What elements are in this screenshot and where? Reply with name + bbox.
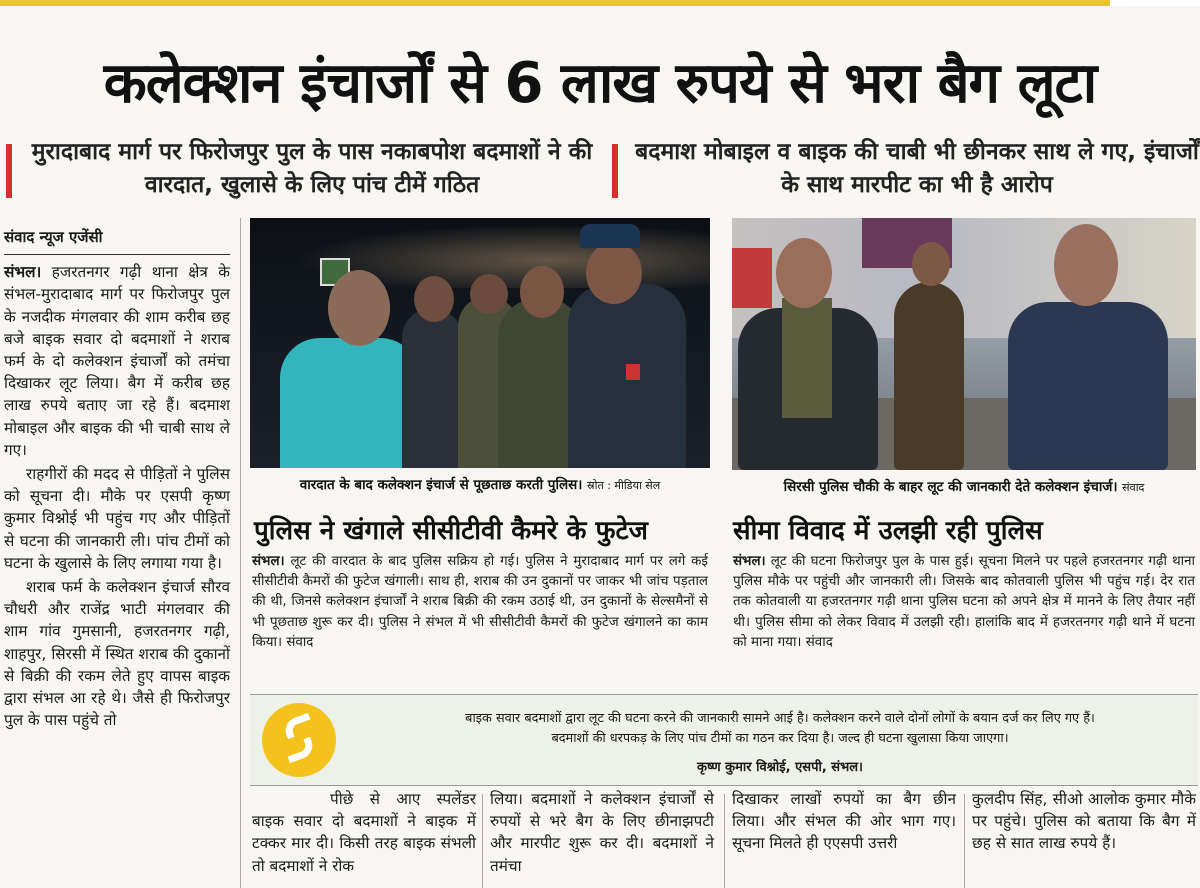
- subheading-left: [6, 136, 596, 206]
- photo-collection-incharge-outside-chowki: [732, 218, 1196, 470]
- photo1-source: स्रोत : मीडिया सेल: [587, 479, 661, 492]
- column-divider: [724, 794, 725, 888]
- dateline-place: संभल।: [252, 554, 285, 569]
- top-color-bar: [0, 0, 1200, 6]
- column-divider: [964, 794, 965, 888]
- quote-text: [370, 709, 1190, 749]
- subheading-right-text: बदमाश मोबाइल व बाइक की चाबी भी छीनकर साथ ले गए, इंचार्जों के साथ मारपीट का भी है आरोप: [635, 139, 1199, 198]
- photo2-caption: [732, 478, 1196, 497]
- byline: संवाद न्यूज एजेंसी: [4, 226, 230, 255]
- photo2-caption-text: सिरसी पुलिस चौकी के बाहर लूट की जानकारी देते कलेक्शन इंचार्ज।: [783, 479, 1118, 495]
- column-divider: [240, 218, 241, 888]
- red-accent-bar: [612, 144, 618, 198]
- section-body-cctv: [252, 552, 708, 653]
- headline: कलेक्शन इंचार्जों से 6 लाख रुपये से भरा बैग लूटा: [103, 51, 1097, 116]
- section-title-cctv: पुलिस ने खंगाले सीसीटीवी कैमरे के फुटेज: [254, 516, 648, 546]
- section-body-cctv-text: लूट की वारदात के बाद पुलिस सक्रिय हो गई। पुलिस ने मुरादाबाद मार्ग पर लगे कई सीसीटीवी कैमरों की फुटेज खंगाली। साथ ही, शराब की उन दुकानों पर जाकर भी जांच पड़ताल की थी, जिनसे कलेक्शन इंचार्जों ने शराब बिक्री की रकम उठाई थी, उन दुकानों के सेल्समैनों से भी पूछताछ शुरू कर दी। पुलिस ने संभल में भी सीसीटीवी कैमरों की फुटेज खंगालने का काम किया। संवाद: [252, 554, 708, 650]
- section-title-border-dispute: सीमा विवाद में उलझी रही पुलिस: [733, 516, 1043, 546]
- dateline-place: संभल।: [4, 263, 42, 282]
- sp-quote-box: [250, 694, 1198, 786]
- left-paragraph-1: [4, 261, 230, 461]
- photo1-caption: [250, 476, 710, 495]
- bottom-column-3: दिखाकर लाखों रुपयों का बैग छीन लिया। और संभल की ओर भाग गए। सूचना मिलते ही एएसपी उत्तरी: [732, 790, 956, 853]
- section-body-border-dispute: [733, 552, 1195, 653]
- newspaper-s-logo-icon: [262, 703, 336, 777]
- left-paragraph-1-text: हजरतनगर गढ़ी थाना क्षेत्र के संभल-मुरादाबाद मार्ग पर फिरोजपुर पुल के नजदीक मंगलवार की शाम करीब छह बजे बाइक सवार दो बदमाशों ने शराब फर्म के दो कलेक्शन इंचार्जों को तमंचा दिखाकर लूट लिया। बैग में करीब छह लाख रुपये बताए जा रहे हैं। बदमाश मोबाइल और बाइक की भी चाबी साथ ले गए।: [4, 263, 230, 459]
- quote-line-2: बदमाशों की धरपकड़ के लिए पांच टीमों का गठन कर दिया है। जल्द ही घटना खुलासा किया जाएगा।: [551, 731, 1009, 746]
- quote-line-1: बाइक सवार बदमाशों द्वारा लूट की घटना करने की जानकारी सामने आई है। कलेक्शन करने वाले दोनों लोगों के बयान दर्ज कर लिए गए हैं।: [465, 711, 1095, 726]
- subheading-right: [612, 136, 1200, 206]
- photo-police-questioning: [250, 218, 710, 468]
- bottom-column-2: लिया। बदमाशों ने कलेक्शन इंचार्जों से रुपयों से भरे बैग के लिए छीनाझपटी और मारपीट शुरू कर दी। बदमाशों ने तमंचा: [490, 790, 714, 875]
- column-divider: [482, 794, 483, 888]
- photo2-source: संवाद: [1122, 481, 1145, 494]
- left-column: [4, 226, 230, 733]
- section-body-border-dispute-text: लूट की घटना फिरोजपुर पुल के पास हुई। सूचना मिलने पर पहले हजरतनगर गढ़ी थाना पुलिस मौके पर पहुंची और जानकारी ली। जिसके बाद कोतवाली पुलिस भी पहुंच गई। देर रात तक कोतवाली या हजरतनगर गढ़ी थाना पुलिस घटना को अपने क्षेत्र में मानने के लिए तैयार नहीं थी। पुलिस सीमा को लेकर विवाद में उलझी रही। हालांकि बाद में हजरतनगर गढ़ी थाने में घटना को माना गया। संवाद: [733, 554, 1195, 650]
- bottom-column-4: कुलदीप सिंह, सीओ आलोक कुमार मौके पर पहुंचे। पुलिस को बताया कि बैग में छह से सात लाख रुपये हैं।: [972, 790, 1196, 853]
- left-paragraph-3: शराब फर्म के कलेक्शन इंचार्ज सौरव चौधरी और राजेंद्र भाटी मंगलवार की शाम गांव गुमसानी, हजरतनगर गढ़ी, शाहपुर, सिरसी में स्थित शराब की दुकानों से बिक्री की रकम लेते हुए वापस बाइक द्वारा संभल आ रहे थे। जैसे ही फिरोजपुर पुल के पास पहुंचे तो: [4, 578, 230, 730]
- photo1-caption-text: वारदात के बाद कलेक्शन इंचार्ज से पूछताछ करती पुलिस।: [299, 477, 583, 493]
- left-paragraph-2: राहगीरों की मदद से पीड़ितों ने पुलिस को सूचना दी। मौके पर एसपी कृष्ण कुमार विश्नोई भी पहुंच गए और पीड़ितों से घटना की जानकारी ली। पांच टीमों को घटना के खुलासे के लिए लगाया गया है।: [4, 465, 230, 572]
- red-accent-bar: [6, 144, 12, 198]
- subheading-left-text: मुरादाबाद मार्ग पर फिरोजपुर पुल के पास नकाबपोश बदमाशों ने की वारदात, खुलासे के लिए पांच टीमें गठित: [31, 139, 593, 198]
- quote-attribution: कृष्ण कुमार विश्नोई, एसपी, संभल।: [697, 760, 863, 775]
- dateline-place: संभल।: [733, 554, 766, 569]
- bottom-column-1: पीछे से आए स्पलेंडर बाइक सवार दो बदमाशों ने बाइक में टक्कर मार दी। किसी तरह बाइक संभली तो बदमाशों ने रोक: [252, 790, 476, 875]
